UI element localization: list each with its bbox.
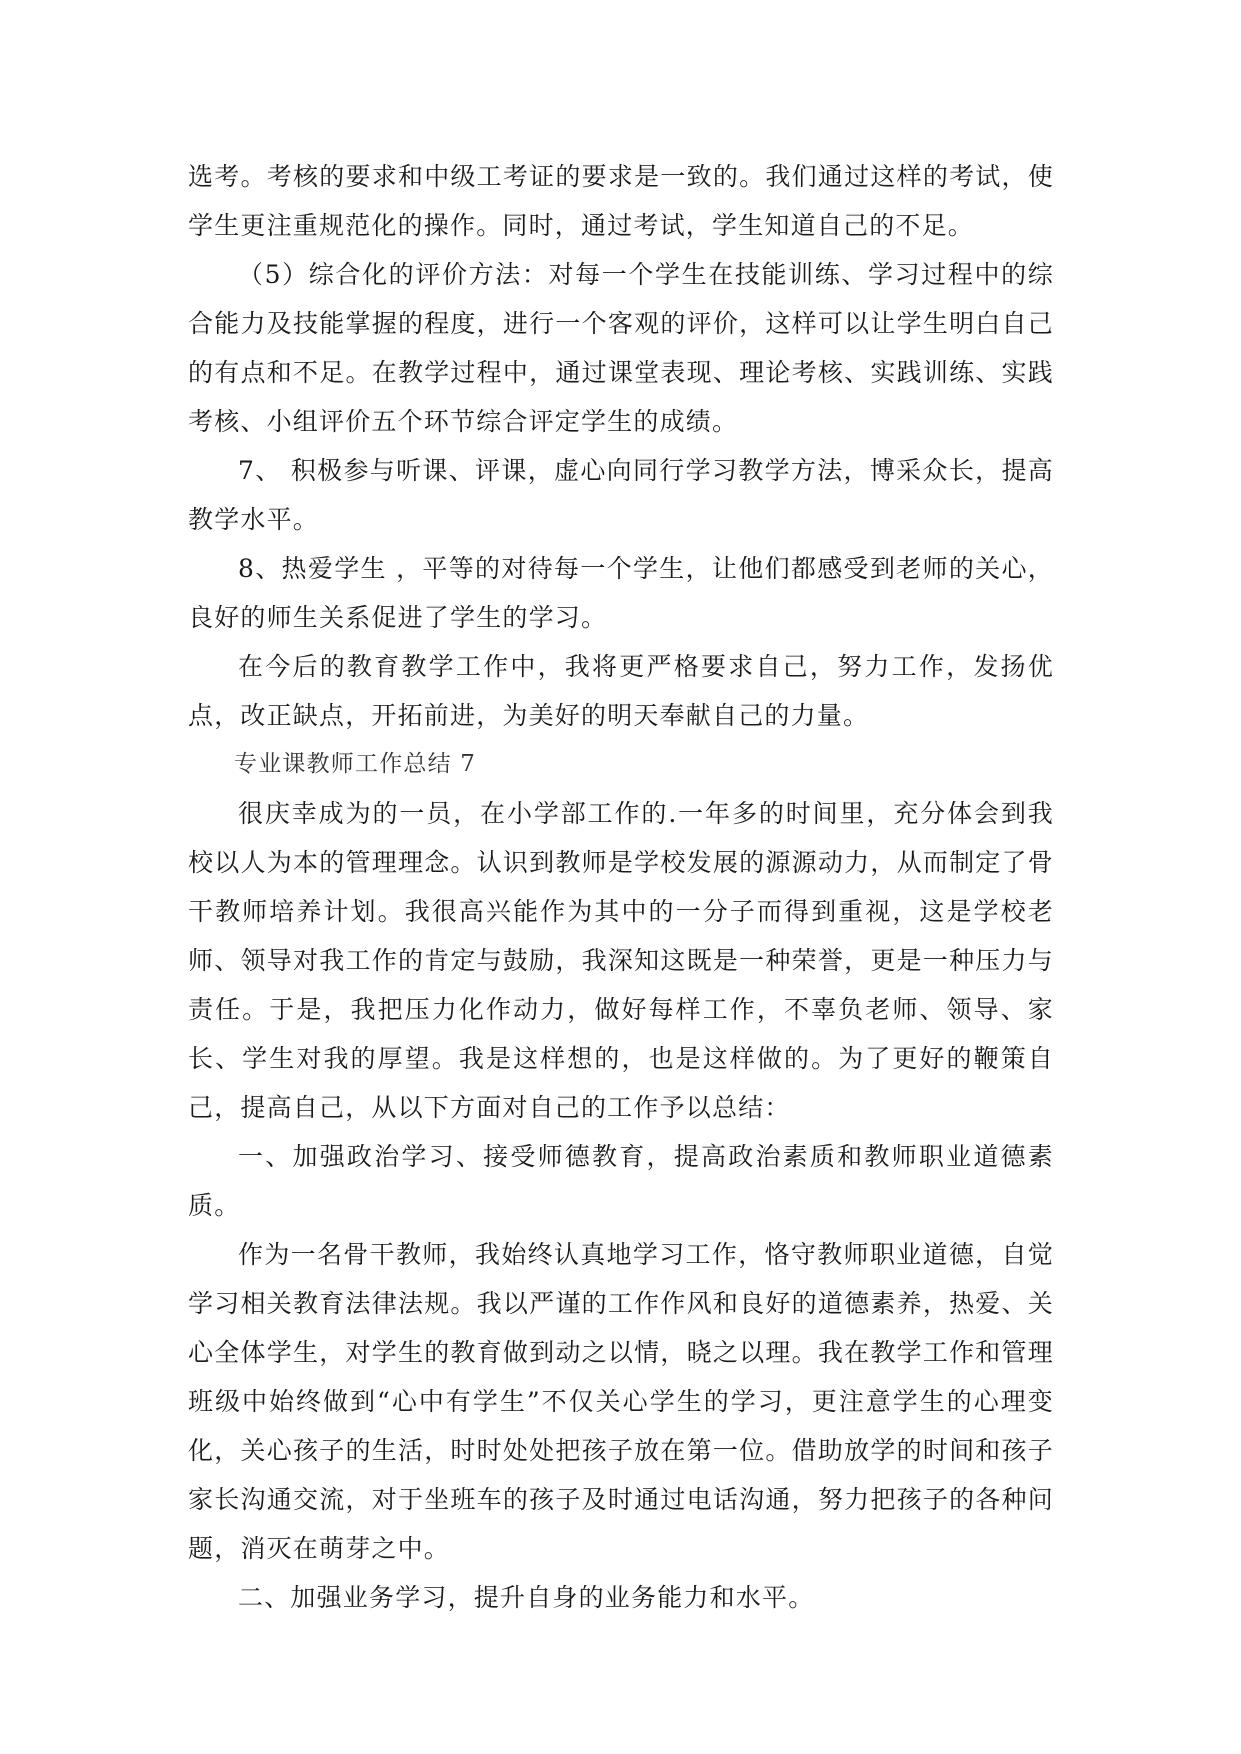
document-body — [188, 152, 1054, 1622]
paragraph: 很庆幸成为的一员，在小学部工作的.一年多的时间里，充分体会到我校以人为本的管理理念。认识到教师是学校发展的源源动力，从而制定了骨干教师培养计划。我很高兴能作为其中的一分子而得到重视，这是学校老师、领导对我工作的肯定与鼓励，我深知这既是一种荣誉，更是一种压力与责任。于是，我把压力化作动力，做好每样工作，不辜负老师、领导、家长、学生对我的厚望。我是这样想的，也是这样做的。为了更好的鞭策自己，提高自己，从以下方面对自己的工作予以总结： — [188, 799, 1054, 1122]
paragraph: 一、加强政治学习、接受师德教育，提高政治素质和教师职业道德素质。 — [188, 1142, 1054, 1220]
paragraph: （5）综合化的评价方法：对每一个学生在技能训练、学习过程中的综合能力及技能掌握的程度，进行一个客观的评价，这样可以让学生明白自己的有点和不足。在教学过程中，通过课堂表现、理论考核、实践训练、实践考核、小组评价五个环节综合评定学生的成绩。 — [188, 260, 1054, 436]
paragraph: 作为一名骨干教师，我始终认真地学习工作，恪守教师职业道德，自觉学习相关教育法律法规。我以严谨的工作作风和良好的道德素养，热爱、关心全体学生，对学生的教育做到动之以情，晓之以理。我在教学工作和管理班级中始终做到“心中有学生”不仅关心学生的学习，更注意学生的心理变化，关心孩子的生活，时时处处把孩子放在第一位。借助放学的时间和孩子家长沟通交流，对于坐班车的孩子及时通过电话沟通，努力把孩子的各种问题，消灭在萌芽之中。 — [188, 1240, 1054, 1563]
paragraph: 二、加强业务学习，提升自身的业务能力和水平。 — [238, 1583, 815, 1612]
paragraph: 在今后的教育教学工作中，我将更严格要求自己，努力工作，发扬优点，改正缺点，开拓前进，为美好的明天奉献自己的力量。 — [188, 652, 1054, 730]
paragraph: 7、 积极参与听课、评课，虚心向同行学习教学方法，博采众长，提高教学水平。 — [188, 456, 1054, 534]
section-heading: 专业课教师工作总结 7 — [234, 751, 477, 777]
paragraph: 选考。考核的要求和中级工考证的要求是一致的。我们通过这样的考试，使学生更注重规范化的操作。同时，通过考试，学生知道自己的不足。 — [188, 162, 1054, 240]
paragraph: 8、热爱学生 ，平等的对待每一个学生，让他们都感受到老师的关心，良好的师生关系促进了学生的学习。 — [188, 554, 1054, 632]
